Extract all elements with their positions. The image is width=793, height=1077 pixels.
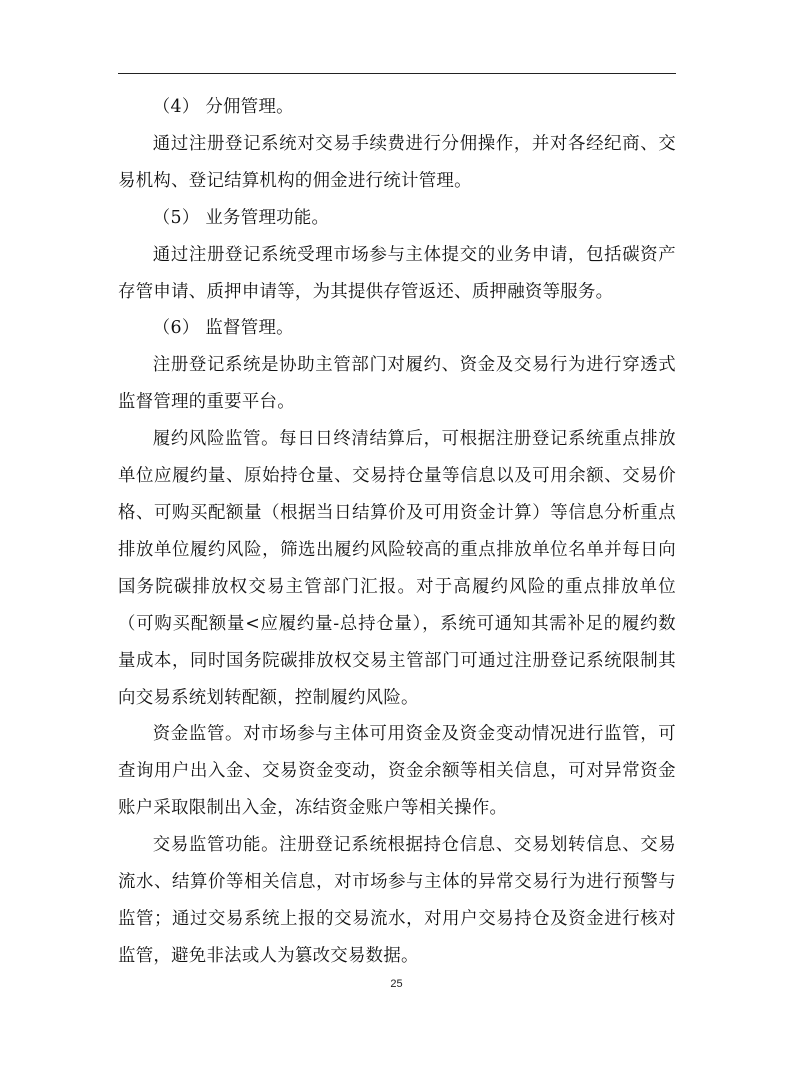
section-heading-5: （5） 业务管理功能。 (152, 207, 330, 228)
header-rule (118, 73, 676, 74)
paragraph: 交易监管功能。注册登记系统根据持仓信息、交易划转信息、交易流水、结算价等相关信息，对市场参与主体的异常交易行为进行预警与监管；通过交易系统上报的交易流水，对用户交易持仓及资金进行核对监管，避免非法或人为篡改交易数据。 (118, 835, 676, 966)
paragraph: 资金监管。对市场参与主体可用资金及资金变动情况进行监管，可查询用户出入金、交易资金变动，资金余额等相关信息，可对异常资金账户采取限制出入金，冻结资金账户等相关操作。 (118, 724, 676, 819)
page-number: 25 (390, 978, 403, 990)
paragraph: 通过注册登记系统对交易手续费进行分佣操作，并对各经纪商、交易机构、登记结算机构的佣金进行统计管理。 (118, 133, 676, 191)
paragraph: 通过注册登记系统受理市场参与主体提交的业务申请，包括碳资产存管申请、质押申请等，为其提供存管返还、质押融资等服务。 (118, 244, 676, 302)
section-heading-4: （4） 分佣管理。 (152, 97, 294, 117)
section-heading-6: （6） 监督管理。 (152, 318, 294, 339)
paragraph: 注册登记系统是协助主管部门对履约、资金及交易行为进行穿透式监督管理的重要平台。 (118, 355, 676, 413)
document-body (118, 89, 676, 975)
paragraph: 履约风险监管。每日日终清结算后，可根据注册登记系统重点排放单位应履约量、原始持仓量、交易持仓量等信息以及可用余额、交易价格、可购买配额量（根据当日结算价及可用资金计算）等信息分析重点排放单位履约风险，筛选出履约风险较高的重点排放单位名单并每日向国务院碳排放权交易主管部门汇报。对于高履约风险的重点排放单位（可购买配额量<应履约量-总持仓量），系统可通知其需补足的履约数量成本，同时国务院碳排放权交易主管部门可通过注册登记系统限制其向交易系统划转配额，控制履约风险。 (118, 429, 676, 708)
